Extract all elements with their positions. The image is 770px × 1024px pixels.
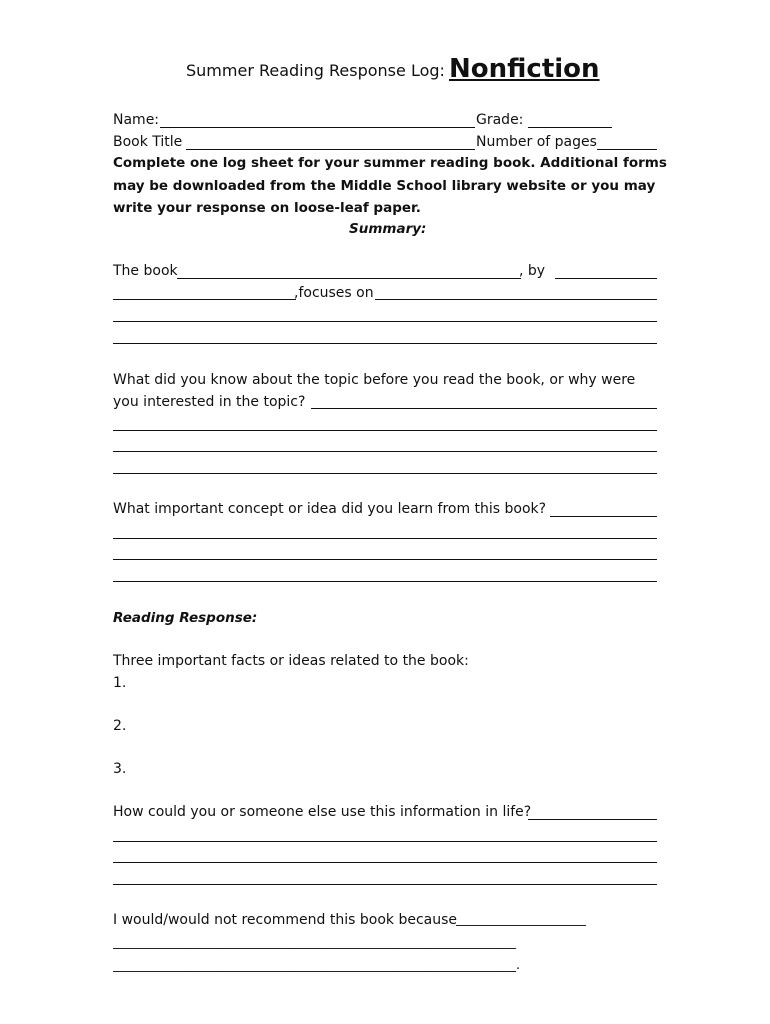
book-title-label: Book Title — [113, 134, 183, 150]
reading-response-heading: Reading Response: — [113, 610, 258, 626]
summary-author-field[interactable] — [555, 278, 657, 279]
use-answer-line[interactable] — [528, 819, 657, 820]
use-answer-line[interactable] — [113, 862, 657, 863]
pages-field[interactable] — [597, 149, 657, 150]
instructions-line-2: may be downloaded from the Middle School library website or you may — [113, 178, 656, 194]
instructions-line-3: write your response on loose-leaf paper. — [113, 200, 421, 216]
fact-item-3: 3. — [113, 761, 127, 777]
prior-answer-line[interactable] — [311, 408, 657, 409]
grade-label: Grade: — [476, 112, 524, 128]
prior-answer-line[interactable] — [113, 473, 657, 474]
use-answer-line[interactable] — [113, 841, 657, 842]
summary-line[interactable] — [113, 321, 657, 322]
concept-question: What important concept or idea did you learn from this book? — [113, 501, 547, 517]
prior-answer-line[interactable] — [113, 430, 657, 431]
use-question: How could you or someone else use this information in life? — [113, 804, 532, 820]
recommend-blank[interactable]: ______________________________________________________________. — [113, 958, 521, 973]
concept-answer-line[interactable] — [113, 559, 657, 560]
summary-focus-field[interactable] — [375, 299, 657, 300]
name-label: Name: — [113, 112, 160, 128]
fact-item-2: 2. — [113, 718, 127, 734]
fact-item-1: 1. — [113, 675, 127, 691]
prior-question-line-1: What did you know about the topic before you read the book, or why were — [113, 372, 636, 388]
summary-author-field-2[interactable] — [113, 299, 296, 300]
prior-question-line-2: you interested in the topic? — [113, 394, 306, 410]
facts-prompt: Three important facts or ideas related to the book: — [113, 653, 469, 669]
grade-field[interactable] — [528, 127, 612, 128]
summary-line[interactable] — [113, 343, 657, 344]
recommend-blank[interactable]: ______________________________________________________________ — [113, 935, 516, 950]
page-title: Summer Reading Response Log: — [186, 61, 445, 80]
by-label: , by — [519, 263, 546, 279]
genre-title: Nonfiction — [449, 54, 600, 84]
use-answer-line[interactable] — [113, 884, 657, 885]
summary-book-field[interactable] — [177, 278, 521, 279]
concept-answer-line[interactable] — [113, 581, 657, 582]
the-book-label: The book — [113, 263, 178, 279]
summary-heading: Summary: — [349, 221, 427, 237]
instructions-line-1: Complete one log sheet for your summer reading book. Additional forms — [113, 155, 667, 171]
book-title-field[interactable] — [186, 149, 475, 150]
pages-label: Number of pages — [476, 134, 597, 150]
concept-answer-line[interactable] — [550, 516, 657, 517]
concept-answer-line[interactable] — [113, 538, 657, 539]
recommend-blank[interactable]: ____________________ — [456, 912, 586, 927]
name-field[interactable] — [160, 127, 475, 128]
prior-answer-line[interactable] — [113, 451, 657, 452]
recommend-prompt: I would/would not recommend this book because — [113, 912, 458, 928]
focuses-on-label: ,focuses on — [294, 285, 374, 301]
